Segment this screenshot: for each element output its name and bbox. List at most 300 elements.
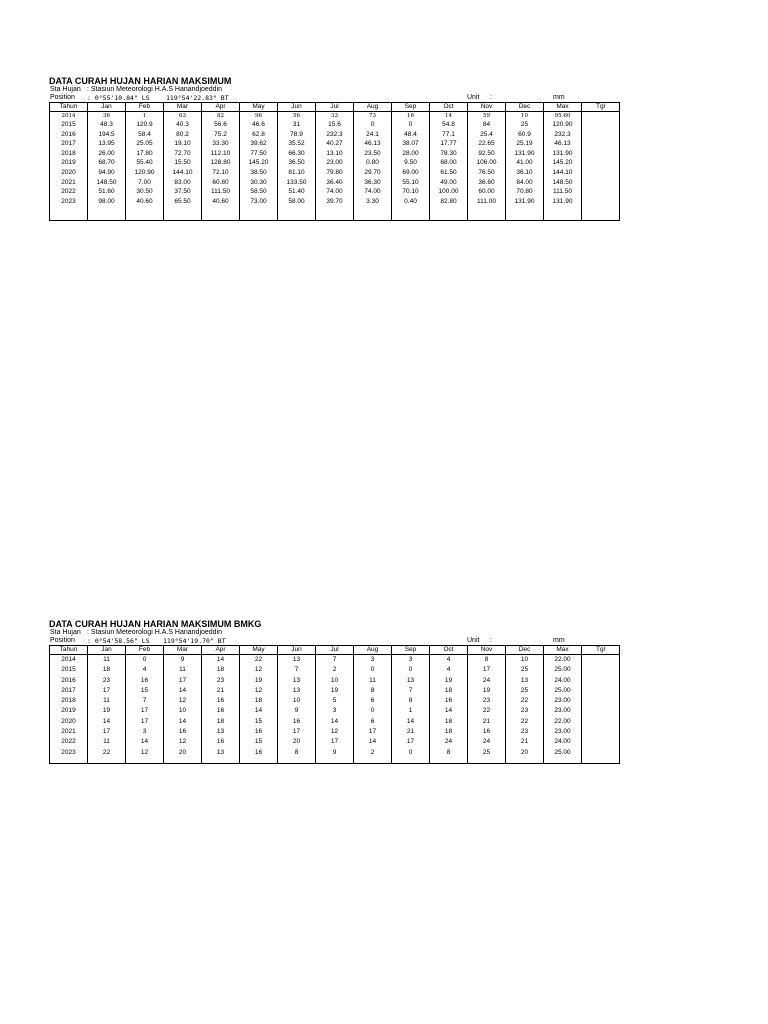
table-cell [582, 178, 620, 188]
table-cell: 18 [202, 665, 240, 675]
table-cell: 17 [126, 717, 164, 727]
table-cell: 7 [126, 696, 164, 706]
station-label: Sta Hujan [50, 86, 81, 93]
table-cell: 22 [468, 706, 506, 716]
position-label: Position [50, 637, 75, 644]
section-title: DATA CURAH HUJAN HARIAN MAKSIMUM BMKG [49, 619, 262, 629]
empty-cell [354, 758, 392, 764]
table-cell: 120.9 [126, 120, 164, 130]
empty-cell [544, 206, 582, 221]
table-cell: 25 [506, 120, 544, 130]
table-cell: 13 [278, 686, 316, 696]
table-cell: 0 [354, 665, 392, 675]
position-line [49, 94, 617, 102]
empty-cell [582, 758, 620, 764]
table-cell: 9 [278, 706, 316, 716]
year-cell: 2015 [50, 120, 88, 130]
table-cell: 10 [506, 655, 544, 666]
table-cell: 9 [316, 748, 354, 758]
table-cell: 17 [88, 686, 126, 696]
table-cell: 17 [316, 737, 354, 747]
table-cell: 16 [126, 676, 164, 686]
table-cell: 16 [164, 727, 202, 737]
table-cell: 72.70 [164, 149, 202, 159]
column-header: Apr [202, 646, 240, 655]
table-cell: 46.13 [544, 139, 582, 149]
table-cell: 41.00 [506, 158, 544, 168]
table-cell: 22 [506, 696, 544, 706]
table-cell: 56 [278, 112, 316, 121]
table-cell: 144.10 [544, 168, 582, 178]
table-header-row [50, 103, 620, 112]
table-cell: 112.10 [202, 149, 240, 159]
table-cell: 1 [392, 706, 430, 716]
table-cell: 59 [468, 112, 506, 121]
table-cell: 4 [126, 665, 164, 675]
column-header: Apr [202, 103, 240, 112]
table-cell: 24 [430, 737, 468, 747]
table-cell: 19.10 [164, 139, 202, 149]
table-cell [582, 706, 620, 716]
table-cell: 19 [88, 706, 126, 716]
table-row [50, 665, 620, 675]
position-label: Position [50, 94, 75, 101]
table-cell: 25.00 [544, 748, 582, 758]
table-cell: 37.50 [164, 187, 202, 197]
table-cell: 78.30 [430, 149, 468, 159]
table-cell: 17 [164, 676, 202, 686]
empty-cell [430, 206, 468, 221]
table-cell [582, 676, 620, 686]
column-header: Tgl [582, 646, 620, 655]
table-row [50, 676, 620, 686]
table-cell: 8 [392, 696, 430, 706]
table-row [50, 748, 620, 758]
empty-cell [126, 758, 164, 764]
table-cell: 38.50 [240, 168, 278, 178]
table-cell: 13.10 [316, 149, 354, 159]
table-empty-row [50, 758, 620, 764]
table-cell: 21 [468, 717, 506, 727]
table-cell: 111.50 [544, 187, 582, 197]
table-cell: 0.80 [354, 158, 392, 168]
table-cell: 14 [392, 717, 430, 727]
table-cell: 23.00 [316, 158, 354, 168]
column-header: May [240, 103, 278, 112]
table-cell: 12 [240, 665, 278, 675]
table-cell: 24 [468, 737, 506, 747]
table-cell: 14 [164, 686, 202, 696]
empty-cell [506, 206, 544, 221]
empty-cell [240, 206, 278, 221]
table-cell: 38.07 [392, 139, 430, 149]
table-cell: 77.1 [430, 130, 468, 140]
table-cell: 12 [164, 737, 202, 747]
table-cell: 14 [316, 717, 354, 727]
empty-cell [126, 206, 164, 221]
rainfall-section-2 [49, 619, 617, 764]
table-cell: 36.10 [506, 168, 544, 178]
column-header: Oct [430, 103, 468, 112]
table-cell: 6 [354, 696, 392, 706]
table-cell: 16 [392, 112, 430, 121]
table-cell: 36.40 [316, 178, 354, 188]
table-cell: 23.50 [354, 149, 392, 159]
table-cell: 70.80 [506, 187, 544, 197]
table-cell: 5 [316, 696, 354, 706]
empty-cell [468, 758, 506, 764]
table-cell: 23.00 [544, 696, 582, 706]
table-cell: 17 [126, 706, 164, 716]
table-cell: 1 [126, 112, 164, 121]
table-cell: 12 [164, 696, 202, 706]
table-cell: 10 [316, 676, 354, 686]
empty-cell [468, 206, 506, 221]
table-cell: 15 [240, 717, 278, 727]
unit-colon: : [490, 94, 492, 101]
table-cell: 17 [88, 727, 126, 737]
table-cell: 0 [392, 120, 430, 130]
table-cell: 0 [392, 665, 430, 675]
table-cell [582, 112, 620, 121]
table-cell: 0 [354, 706, 392, 716]
table-cell: 31 [278, 120, 316, 130]
column-header: Feb [126, 103, 164, 112]
table-cell: 128.80 [202, 158, 240, 168]
table-cell: 145.20 [544, 158, 582, 168]
column-header: Feb [126, 646, 164, 655]
table-cell: 66.30 [278, 149, 316, 159]
table-row [50, 158, 620, 168]
column-header: Sep [392, 646, 430, 655]
empty-cell [544, 758, 582, 764]
table-cell: 16 [430, 696, 468, 706]
table-cell: 65.50 [164, 197, 202, 207]
table-cell: 120.90 [544, 120, 582, 130]
year-cell: 2020 [50, 717, 88, 727]
table-cell: 11 [164, 665, 202, 675]
table-cell [582, 727, 620, 737]
table-cell: 20 [506, 748, 544, 758]
table-cell: 14 [126, 737, 164, 747]
unit-label: Unit [467, 94, 480, 101]
table-row [50, 120, 620, 130]
table-cell: 73.00 [240, 197, 278, 207]
table-cell: 82.80 [430, 197, 468, 207]
table-cell: 25.00 [544, 665, 582, 675]
table-cell: 148.50 [88, 178, 126, 188]
table-cell: 46.6 [240, 120, 278, 130]
table-cell: 56.6 [202, 120, 240, 130]
year-cell: 2020 [50, 168, 88, 178]
table-cell: 21 [202, 686, 240, 696]
table-cell: 0 [126, 655, 164, 666]
table-row [50, 139, 620, 149]
unit-label: Unit [467, 637, 480, 644]
table-cell: 232.3 [316, 130, 354, 140]
table-cell: 15.50 [164, 158, 202, 168]
table-row [50, 168, 620, 178]
empty-cell [392, 758, 430, 764]
column-header: Sep [392, 103, 430, 112]
table-cell: 36.50 [278, 158, 316, 168]
table-cell: 4 [430, 655, 468, 666]
empty-cell [88, 758, 126, 764]
table-cell: 14 [354, 737, 392, 747]
table-cell: 68.00 [430, 158, 468, 168]
empty-cell [278, 206, 316, 221]
empty-cell [392, 206, 430, 221]
rainfall-table [49, 102, 620, 221]
table-cell: 8 [468, 655, 506, 666]
table-cell: 14 [430, 112, 468, 121]
table-cell: 92.50 [468, 149, 506, 159]
table-cell [582, 696, 620, 706]
empty-cell [316, 758, 354, 764]
position-ls: : 0°54'58.56" LS [87, 637, 150, 645]
table-cell: 16 [202, 706, 240, 716]
column-header: Nov [468, 103, 506, 112]
year-cell: 2023 [50, 197, 88, 207]
position-bt: 119°54'22.83" BT [166, 94, 229, 102]
table-cell: 39.70 [316, 197, 354, 207]
table-cell: 51.60 [88, 187, 126, 197]
table-header-row [50, 646, 620, 655]
column-header: Jun [278, 103, 316, 112]
table-cell: 232.3 [544, 130, 582, 140]
table-row [50, 706, 620, 716]
table-cell: 12 [126, 748, 164, 758]
table-cell: 131.90 [544, 197, 582, 207]
table-cell: 23 [88, 676, 126, 686]
position-bt: 119°54'19.70" BT [163, 637, 226, 645]
table-cell: 111.00 [468, 197, 506, 207]
empty-cell [50, 206, 88, 221]
table-cell: 80.2 [164, 130, 202, 140]
column-header: Max [544, 646, 582, 655]
table-cell: 25.05 [126, 139, 164, 149]
column-header: Nov [468, 646, 506, 655]
column-header: Tgl [582, 103, 620, 112]
table-row [50, 717, 620, 727]
table-cell [582, 717, 620, 727]
table-cell: 22.65 [468, 139, 506, 149]
year-cell: 2016 [50, 676, 88, 686]
table-row [50, 130, 620, 140]
table-cell: 3 [354, 655, 392, 666]
table-cell: 51.40 [278, 187, 316, 197]
table-cell: 4 [430, 665, 468, 675]
table-cell: 73 [354, 112, 392, 121]
table-cell: 79.80 [316, 168, 354, 178]
table-cell: 13 [202, 748, 240, 758]
table-cell: 60.00 [468, 187, 506, 197]
table-cell: 75.2 [202, 130, 240, 140]
table-row [50, 149, 620, 159]
unit-value: mm [553, 94, 565, 101]
table-cell: 13.95 [88, 139, 126, 149]
table-cell: 24 [468, 676, 506, 686]
table-cell: 49.00 [430, 178, 468, 188]
table-cell: 18 [430, 727, 468, 737]
table-cell: 83.00 [164, 178, 202, 188]
table-cell: 11 [88, 737, 126, 747]
table-cell: 14 [164, 717, 202, 727]
table-cell: 23.00 [544, 727, 582, 737]
table-cell: 98.00 [88, 197, 126, 207]
table-cell: 10 [278, 696, 316, 706]
table-cell: 70.10 [392, 187, 430, 197]
table-cell: 15 [126, 686, 164, 696]
table-cell: 30.30 [240, 178, 278, 188]
table-cell: 68.70 [88, 158, 126, 168]
table-cell [582, 120, 620, 130]
table-cell: 58.4 [126, 130, 164, 140]
table-cell: 62.8 [240, 130, 278, 140]
table-cell: 13 [392, 676, 430, 686]
table-cell: 18 [430, 686, 468, 696]
table-row [50, 727, 620, 737]
year-cell: 2019 [50, 706, 88, 716]
table-cell: 22 [240, 655, 278, 666]
empty-cell [202, 758, 240, 764]
table-cell: 0.40 [392, 197, 430, 207]
table-cell: 22 [506, 717, 544, 727]
table-cell: 25.19 [506, 139, 544, 149]
year-cell: 2022 [50, 187, 88, 197]
table-cell: 10 [164, 706, 202, 716]
empty-cell [278, 758, 316, 764]
table-cell: 6 [354, 717, 392, 727]
table-cell: 9 [164, 655, 202, 666]
table-cell: 133.50 [278, 178, 316, 188]
table-cell [582, 737, 620, 747]
table-row [50, 686, 620, 696]
column-header: Jul [316, 646, 354, 655]
table-cell: 16 [202, 737, 240, 747]
table-cell: 23 [468, 696, 506, 706]
column-header: Mar [164, 646, 202, 655]
table-cell: 76.50 [468, 168, 506, 178]
empty-cell [582, 206, 620, 221]
table-cell: 78.9 [278, 130, 316, 140]
table-row [50, 737, 620, 747]
table-cell: 18 [240, 696, 278, 706]
table-cell: 7 [278, 665, 316, 675]
station-label: Sta Hujan [50, 629, 81, 636]
table-cell: 17.80 [126, 149, 164, 159]
table-cell: 15 [240, 737, 278, 747]
table-cell: 9.50 [392, 158, 430, 168]
year-cell: 2015 [50, 665, 88, 675]
table-cell: 23 [202, 676, 240, 686]
table-cell: 60.80 [202, 178, 240, 188]
table-cell: 74.00 [354, 187, 392, 197]
table-cell: 14 [240, 706, 278, 716]
table-cell: 8 [354, 686, 392, 696]
table-cell: 10 [506, 112, 544, 121]
table-cell: 77.50 [240, 149, 278, 159]
column-header: Jan [88, 103, 126, 112]
table-cell [582, 168, 620, 178]
table-cell: 40.60 [202, 197, 240, 207]
table-row [50, 178, 620, 188]
empty-cell [316, 206, 354, 221]
column-header: Jun [278, 646, 316, 655]
table-cell: 15.6 [316, 120, 354, 130]
column-header: Dec [506, 103, 544, 112]
table-cell: 48.3 [88, 120, 126, 130]
table-cell: 131.90 [506, 149, 544, 159]
table-cell: 3 [316, 706, 354, 716]
table-cell: 13 [278, 655, 316, 666]
table-cell: 17 [354, 727, 392, 737]
table-cell: 74.00 [316, 187, 354, 197]
table-cell: 120.90 [126, 168, 164, 178]
table-cell: 18 [88, 665, 126, 675]
table-cell: 24.00 [544, 737, 582, 747]
station-line [49, 629, 617, 637]
table-cell: 82 [202, 112, 240, 121]
table-cell: 39.62 [240, 139, 278, 149]
table-cell: 106.00 [468, 158, 506, 168]
table-cell: 25 [468, 748, 506, 758]
table-cell: 33.30 [202, 139, 240, 149]
table-cell: 23 [506, 727, 544, 737]
table-cell: 19 [468, 686, 506, 696]
table-cell: 40.3 [164, 120, 202, 130]
table-cell: 35.52 [278, 139, 316, 149]
year-cell: 2016 [50, 130, 88, 140]
table-cell: 14 [202, 655, 240, 666]
table-cell: 131.90 [506, 197, 544, 207]
column-header: Dec [506, 646, 544, 655]
table-row [50, 112, 620, 121]
table-cell: 61.50 [430, 168, 468, 178]
table-cell: 81.10 [278, 168, 316, 178]
table-cell: 60.9 [506, 130, 544, 140]
table-cell: 48.4 [392, 130, 430, 140]
table-cell: 8 [430, 748, 468, 758]
table-cell: 30.50 [126, 187, 164, 197]
table-cell: 46.13 [354, 139, 392, 149]
empty-cell [354, 206, 392, 221]
table-cell: 36 [88, 112, 126, 121]
table-cell [582, 149, 620, 159]
table-cell: 19 [430, 676, 468, 686]
table-cell: 25.4 [468, 130, 506, 140]
table-cell: 16 [240, 748, 278, 758]
table-cell: 111.50 [202, 187, 240, 197]
empty-cell [430, 758, 468, 764]
table-cell: 58.50 [240, 187, 278, 197]
table-cell: 13 [506, 676, 544, 686]
station-value: : Stasiun Meteorologi H.A.S Hanandjoeddin [87, 629, 223, 636]
table-cell: 25 [506, 665, 544, 675]
table-cell: 14 [88, 717, 126, 727]
table-cell: 72.10 [202, 168, 240, 178]
table-cell: 22.00 [544, 655, 582, 666]
table-cell: 24.00 [544, 676, 582, 686]
table-cell [582, 748, 620, 758]
table-cell: 26.00 [88, 149, 126, 159]
table-cell: 17 [392, 737, 430, 747]
table-cell: 7 [392, 686, 430, 696]
table-cell: 3.30 [354, 197, 392, 207]
empty-cell [240, 758, 278, 764]
table-cell [582, 686, 620, 696]
column-header: May [240, 646, 278, 655]
